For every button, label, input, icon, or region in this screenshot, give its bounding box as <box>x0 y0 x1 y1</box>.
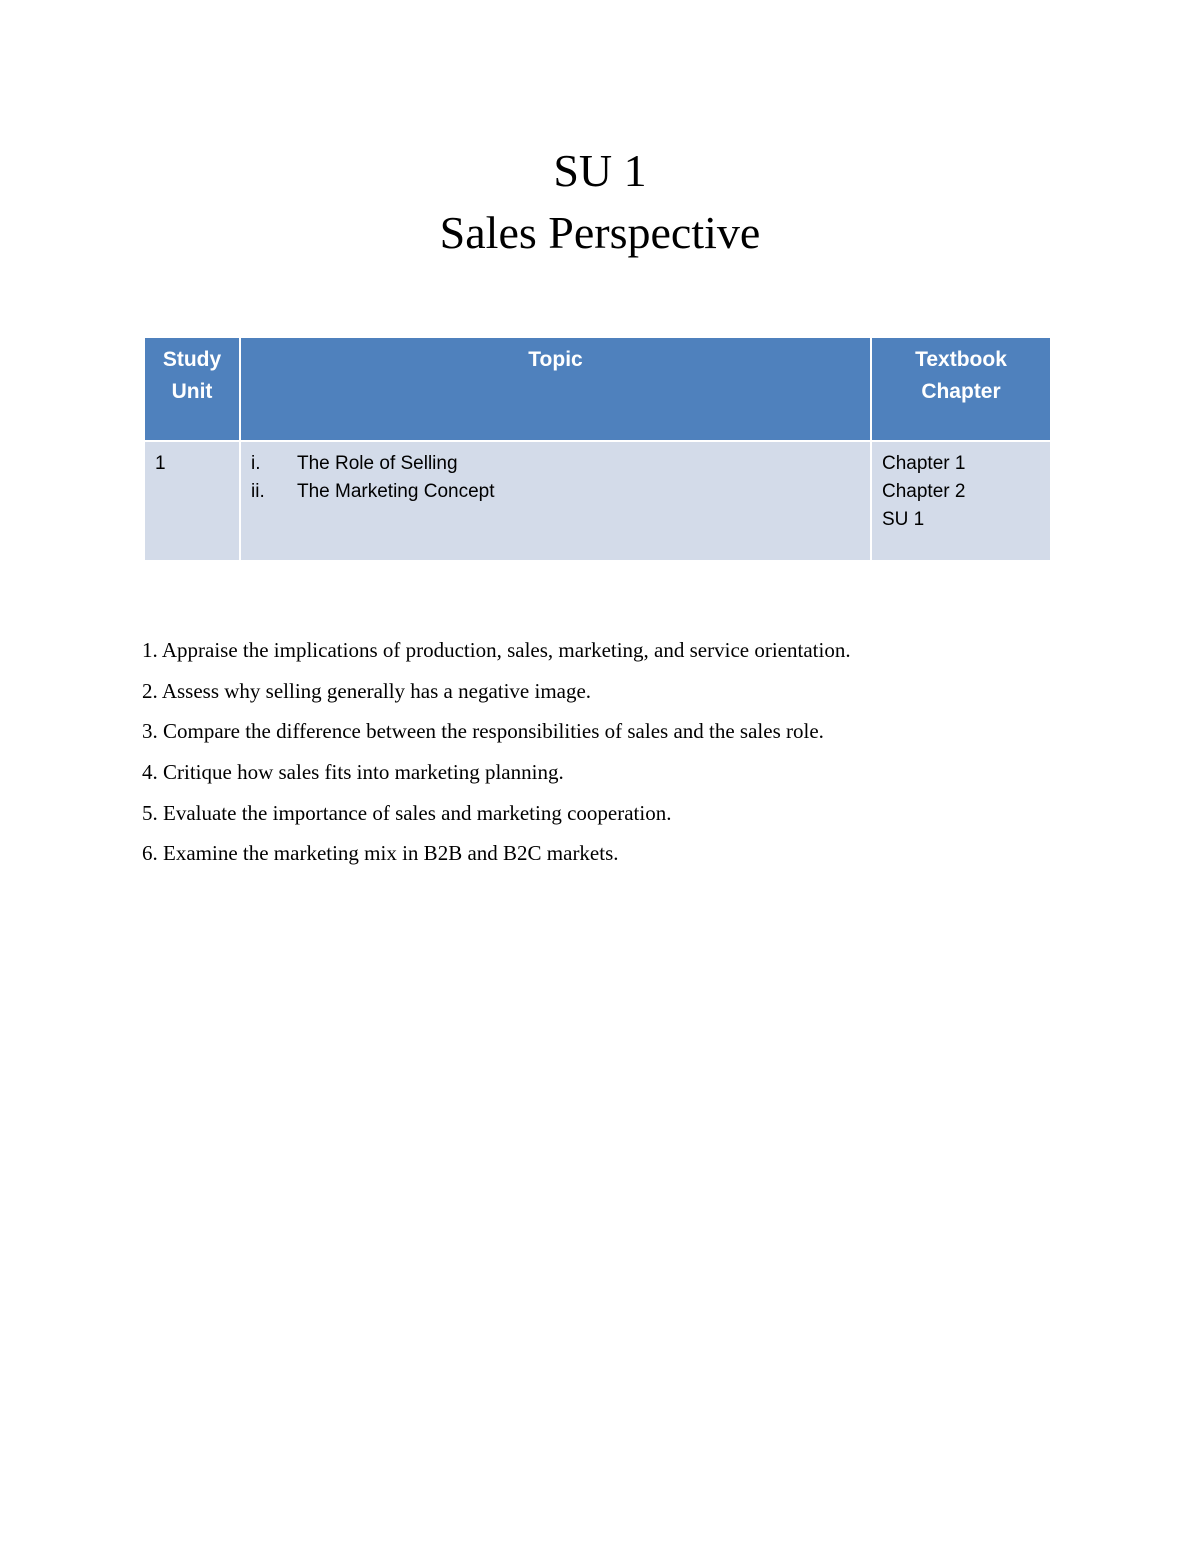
topic-numeral: ii. <box>251 481 265 502</box>
objective-item: 4. Critique how sales fits into marketing planning. <box>142 760 564 785</box>
topic-item <box>251 478 860 506</box>
header-textbook-chapter: Textbook Chapter <box>872 338 1050 440</box>
topic-text: The Role of Selling <box>297 453 458 474</box>
header-topic: Topic <box>241 338 870 440</box>
cell-unit-number: 1 <box>145 442 239 560</box>
learning-objectives-list <box>142 636 1102 880</box>
chapter-item: Chapter 1 <box>882 453 966 474</box>
table-row <box>145 442 1050 560</box>
unit-code: SU 1 <box>553 145 647 196</box>
topic-item <box>251 450 860 478</box>
topic-numeral: i. <box>251 453 261 474</box>
chapter-item: Chapter 2 <box>882 481 966 502</box>
document-title <box>0 140 1200 264</box>
header-study-unit: Study Unit <box>145 338 239 440</box>
objective-item: 5. Evaluate the importance of sales and marketing cooperation. <box>142 800 672 825</box>
objective-item: 6. Examine the marketing mix in B2B and B2C markets. <box>142 841 619 866</box>
chapter-item: SU 1 <box>882 509 925 530</box>
objective-item: 2. Assess why selling generally has a negative image. <box>142 678 592 703</box>
cell-chapters <box>872 442 1050 560</box>
study-unit-table <box>143 336 1052 562</box>
objective-item: 3. Compare the difference between the responsibilities of sales and the sales role. <box>142 719 824 744</box>
cell-topics <box>241 442 870 560</box>
topic-text: The Marketing Concept <box>297 481 495 502</box>
objective-item: 1. Appraise the implications of production, sales, marketing, and service orientation. <box>142 638 851 662</box>
unit-title: Sales Perspective <box>439 207 761 258</box>
table-header-row <box>145 338 1050 440</box>
